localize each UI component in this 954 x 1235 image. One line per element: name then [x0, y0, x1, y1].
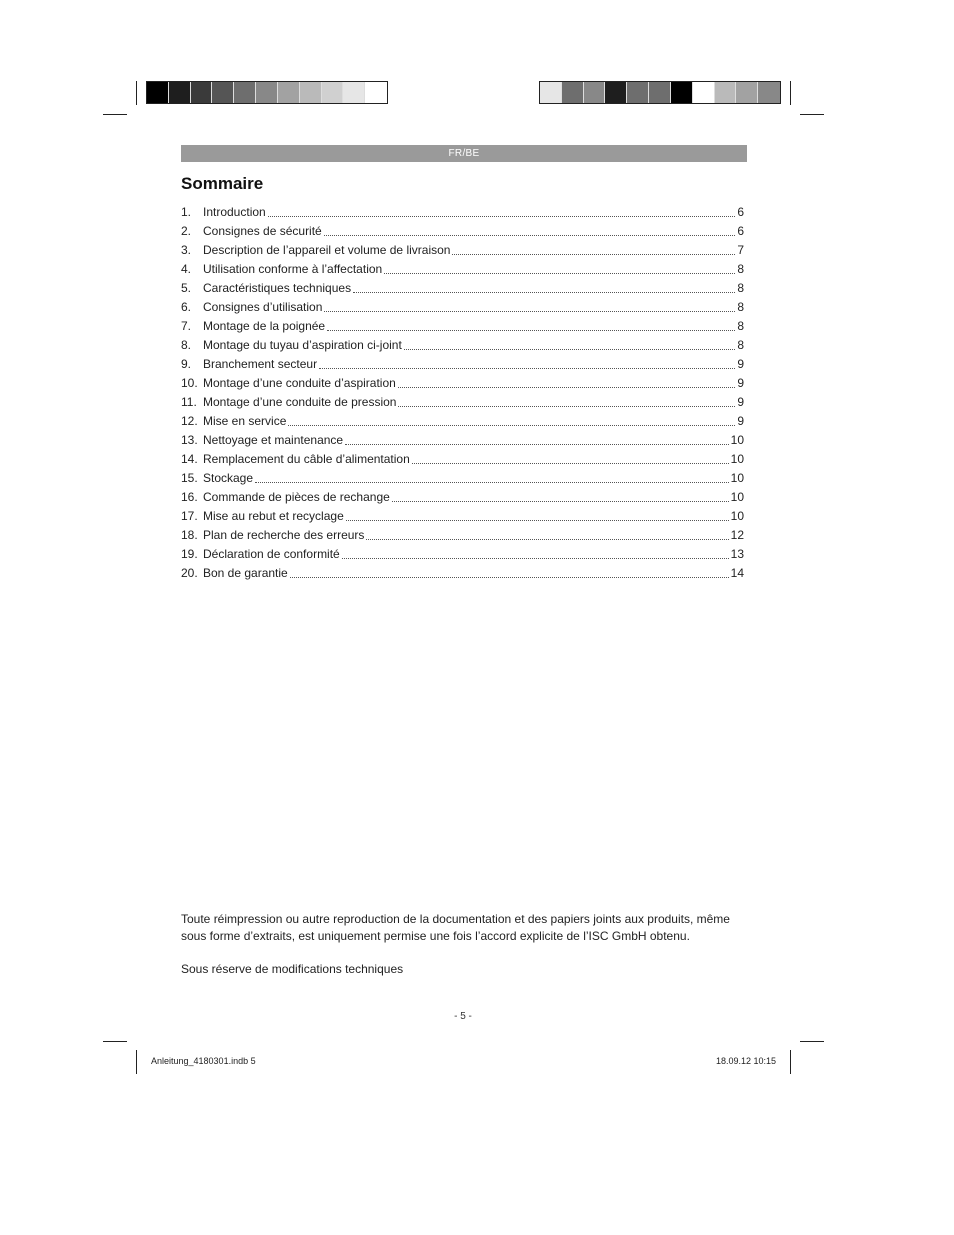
toc-entry-number: 17. — [181, 509, 198, 523]
toc-entry-page: 10 — [730, 509, 744, 523]
toc-leader-dots — [398, 405, 735, 407]
toc-leader-dots — [268, 215, 736, 217]
toc-entry — [181, 336, 744, 355]
toc-entry-label: Mise en service — [203, 414, 287, 428]
toc-leader-dots — [412, 462, 729, 464]
toc-entry-number: 11. — [181, 395, 197, 409]
calibration-right-swatch — [715, 82, 737, 103]
crop-mark-bottom-right-vertical — [790, 1050, 791, 1074]
toc-entry-label: Déclaration de conformité — [203, 547, 340, 561]
calibration-right-swatch — [562, 82, 584, 103]
toc-entry-page: 8 — [737, 281, 744, 295]
calibration-right-swatch — [671, 82, 693, 103]
calibration-right-swatch — [758, 82, 780, 103]
toc-entry-label: Consignes d’utilisation — [203, 300, 323, 314]
toc-entry-page: 10 — [730, 452, 744, 466]
toc-entry-number: 8. — [181, 338, 192, 352]
toc-entry-page: 10 — [730, 433, 744, 447]
toc-entry-number: 2. — [181, 224, 192, 238]
toc-entry — [181, 279, 744, 298]
toc-entry — [181, 298, 744, 317]
toc-entry — [181, 393, 744, 412]
toc-entry-page: 10 — [730, 490, 744, 504]
calibration-left-swatch — [322, 82, 344, 103]
toc-entry — [181, 564, 744, 583]
page-title: Sommaire — [181, 174, 264, 193]
calibration-right-swatch — [540, 82, 562, 103]
toc-entry-label: Plan de recherche des erreurs — [203, 528, 365, 542]
toc-entry-number: 5. — [181, 281, 192, 295]
toc-entry — [181, 222, 744, 241]
crop-mark-bottom-left-horizontal — [103, 1041, 127, 1042]
calibration-right-swatch — [649, 82, 671, 103]
calibration-right-swatch — [627, 82, 649, 103]
toc-entry — [181, 545, 744, 564]
toc-entry — [181, 469, 744, 488]
toc-entry — [181, 374, 744, 393]
toc-leader-dots — [452, 253, 735, 255]
calibration-right-swatch — [693, 82, 715, 103]
toc-entry-number: 18. — [181, 528, 198, 542]
toc-entry-page: 13 — [730, 547, 744, 561]
crop-mark-top-right-vertical — [790, 81, 791, 105]
calibration-right-swatch — [736, 82, 758, 103]
calibration-left-swatch — [169, 82, 191, 103]
toc-entry-page: 8 — [737, 300, 744, 314]
toc-entry-label: Nettoyage et maintenance — [203, 433, 344, 447]
toc-entry-label: Montage d’une conduite de pression — [203, 395, 397, 409]
calibration-left-swatch — [191, 82, 213, 103]
toc-entry — [181, 241, 744, 260]
toc-leader-dots — [288, 424, 735, 426]
color-calibration-bar-right — [539, 81, 781, 104]
calibration-left-swatch — [300, 82, 322, 103]
toc-entry-page: 6 — [737, 205, 744, 219]
calibration-left-swatch — [256, 82, 278, 103]
toc-entry-number: 9. — [181, 357, 192, 371]
toc-entry-number: 6. — [181, 300, 192, 314]
print-slug-file: Anleitung_4180301.indb 5 — [151, 1056, 256, 1066]
toc-entry-label: Bon de garantie — [203, 566, 288, 580]
toc-entry-page: 8 — [737, 319, 744, 333]
toc-entry — [181, 431, 744, 450]
toc-leader-dots — [345, 443, 729, 445]
toc-entry-page: 9 — [737, 414, 744, 428]
toc-entry-page: 6 — [737, 224, 744, 238]
toc-entry-number: 19. — [181, 547, 198, 561]
language-band: FR/BE — [181, 145, 747, 162]
toc-entry-label: Caractéristiques techniques — [203, 281, 352, 295]
toc-entry-number: 1. — [181, 205, 192, 219]
calibration-left-swatch — [365, 82, 387, 103]
toc-entry-number: 4. — [181, 262, 192, 276]
toc-leader-dots — [290, 576, 729, 578]
toc-entry-label: Remplacement du câble d’alimentation — [203, 452, 410, 466]
crop-mark-bottom-left-vertical — [136, 1050, 137, 1074]
toc-entry-label: Consignes de sécurité — [203, 224, 322, 238]
calibration-left-swatch — [234, 82, 256, 103]
toc-entry — [181, 507, 744, 526]
toc-entry — [181, 450, 744, 469]
toc-entry-label: Utilisation conforme à l’affectation — [203, 262, 383, 276]
toc-entry-number: 14. — [181, 452, 198, 466]
table-of-contents — [181, 203, 744, 583]
toc-entry — [181, 203, 744, 222]
toc-entry — [181, 260, 744, 279]
toc-entry-label: Description de l’appareil et volume de livraison — [203, 243, 451, 257]
toc-entry-number: 20. — [181, 566, 198, 580]
toc-leader-dots — [384, 272, 735, 274]
print-slug-datetime: 18.09.12 10:15 — [716, 1056, 777, 1066]
toc-leader-dots — [398, 386, 736, 388]
toc-entry-page: 9 — [737, 357, 744, 371]
calibration-left-swatch — [147, 82, 169, 103]
calibration-left-swatch — [212, 82, 234, 103]
crop-mark-top-left-horizontal — [103, 114, 127, 115]
toc-entry-number: 15. — [181, 471, 198, 485]
toc-entry-label: Branchement secteur — [203, 357, 318, 371]
toc-entry — [181, 317, 744, 336]
calibration-left-swatch — [278, 82, 300, 103]
toc-entry-number: 10. — [181, 376, 198, 390]
toc-entry-number: 3. — [181, 243, 192, 257]
toc-leader-dots — [366, 538, 728, 540]
toc-leader-dots — [346, 519, 729, 521]
toc-entry — [181, 355, 744, 374]
crop-mark-top-right-horizontal — [800, 114, 824, 115]
toc-entry-number: 13. — [181, 433, 198, 447]
toc-leader-dots — [255, 481, 729, 483]
color-calibration-bar-left — [146, 81, 388, 104]
calibration-right-swatch — [584, 82, 606, 103]
toc-entry-page: 14 — [730, 566, 744, 580]
toc-entry — [181, 412, 744, 431]
crop-mark-top-left-vertical — [136, 81, 137, 105]
toc-entry-number: 16. — [181, 490, 198, 504]
toc-entry-label: Mise au rebut et recyclage — [203, 509, 344, 523]
toc-entry-label: Montage d’une conduite d’aspiration — [203, 376, 396, 390]
toc-entry-page: 10 — [730, 471, 744, 485]
technical-reserve-notice: Sous réserve de modifications techniques — [181, 962, 404, 976]
calibration-left-swatch — [343, 82, 365, 103]
toc-entry-page: 9 — [737, 376, 744, 390]
toc-entry-label: Introduction — [203, 205, 266, 219]
calibration-right-swatch — [605, 82, 627, 103]
toc-leader-dots — [319, 367, 735, 369]
toc-entry-page: 8 — [737, 262, 744, 276]
toc-entry-page: 12 — [730, 528, 744, 542]
toc-entry-label: Montage de la poignée — [203, 319, 326, 333]
toc-leader-dots — [404, 348, 736, 350]
toc-entry-page: 9 — [737, 395, 744, 409]
crop-mark-bottom-right-horizontal — [800, 1041, 824, 1042]
toc-entry-label: Montage du tuyau d’aspiration ci-joint — [203, 338, 402, 352]
toc-entry-page: 7 — [737, 243, 744, 257]
toc-entry-page: 8 — [737, 338, 744, 352]
toc-leader-dots — [353, 291, 735, 293]
toc-entry — [181, 488, 744, 507]
toc-entry-number: 12. — [181, 414, 198, 428]
page-number: - 5 - — [454, 1011, 472, 1022]
toc-leader-dots — [392, 500, 729, 502]
toc-leader-dots — [342, 557, 729, 559]
toc-leader-dots — [324, 234, 736, 236]
toc-leader-dots — [327, 329, 735, 331]
toc-entry-label: Commande de pièces de rechange — [203, 490, 390, 504]
toc-entry-number: 7. — [181, 319, 192, 333]
toc-entry-label: Stockage — [203, 471, 254, 485]
toc-leader-dots — [324, 310, 735, 312]
reprint-notice: Toute réimpression ou autre reproduction de la documentation et des papiers joints aux produits, même sous forme d’extraits, est uniquement permise une fois l’accord explicite de l’ISC GmbH obtenu. — [181, 912, 730, 943]
toc-entry — [181, 526, 744, 545]
